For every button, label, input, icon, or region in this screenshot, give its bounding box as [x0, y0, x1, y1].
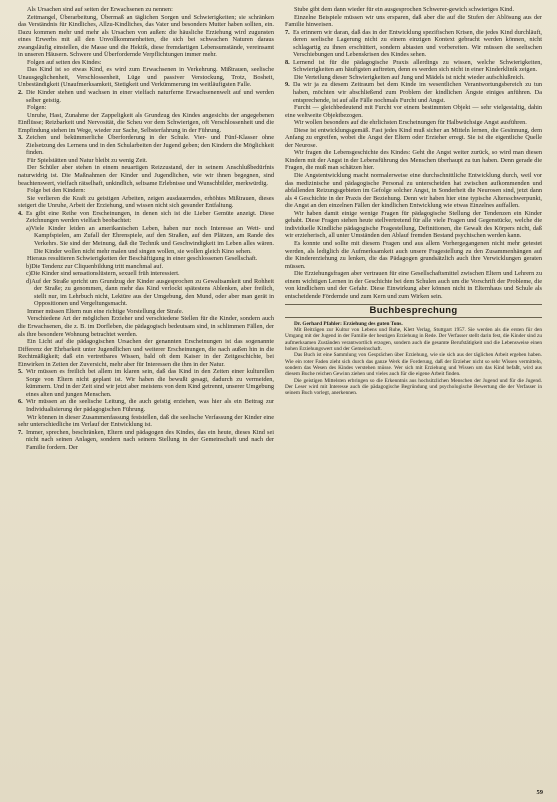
item-text: Da wir ja zu diesem Zeitraum bei dem Kinde im wesentlichen Verantwortungsbereich zu tun haben, möchten wir abschließend zum Problem der kindlichen Ängste einiges anführen. Da entsprechende, ist auf alle Fälle nochmals Furcht und Angst. — [293, 81, 542, 104]
item-number: 4. — [18, 209, 23, 217]
paragraph: Die Verteilung dieser Schwierigkeiten auf Jung und Mädels ist nicht wieder aufschlußreich. — [294, 73, 525, 81]
paragraph: Die Angstentwicklung macht normalerweise eine durchschnittliche Entwicklung durch, weil vor das medizinische und pädagogische Personal zu unterscheiden hat zwischen aufkommenden und abfallenden Reizungsgebieten im Gefolge solcher Angst, in Sonderheit die Neurosen sind, jetzt dann als 4 Geschichte in der Praxis der Beziehung. Denn wir haben hier eine typische Altersschwerpunkt, die Angst an den einzelnen Fällen der kindlichen Entwicklung wie etwas Einzelnes auffallen. — [285, 172, 542, 210]
paragraph: Verschiedene Art der möglichen Erzieher und verschiedene Stellen für die Kinder, sondern auch die Erwachsenen, die z. B. im Dorfleben, die pädagogisch bedeutsam sind, in schlimmen Fällen, der als ihre besondere Wohnung betrachtet werden. — [18, 315, 274, 338]
numbered-item — [18, 89, 274, 104]
paragraph: Folge bei den Kindern: — [27, 187, 86, 195]
right-column — [285, 6, 542, 792]
paragraph: Der Schüler aber stehen in einem neuartigen Reizzustand, der in seinem Anschlußbedürfnis naturwidrig ist. Die Maßnahmen der Kinder und Jugendlichen, wie wir ihnen begegnen, sind beachtenswert, vielfach rätselhaft, unkindlich, seltsame Erlebnisse und Wunschbilder, merkwürdig. — [18, 164, 274, 187]
item-text: Auf der Straße spricht um Grundzug der Kinder ausgesprochen zu Gewaltsamkeit und Rohheit der Straße; zu genommen, dann mehr das Kind verlockt spätestens Ablenken, aber freilich, stellt nur, im Lehrbuch nicht, Lektüre aus der Umgebung, den Mund, oder aber man gerät in Oppositionen und Vergeltungsmacht. — [31, 277, 274, 308]
item-number: 7. — [285, 28, 290, 36]
item-number: 5. — [18, 368, 23, 376]
numbered-item — [285, 29, 542, 59]
paragraph: Wir wollen besonders auf die ehrlichsten Erscheinungen für Halbwüchsige Angst ausführen. — [294, 119, 527, 127]
sub-item — [18, 270, 274, 278]
page-number: 59 — [536, 789, 543, 796]
item-text: Es gibt eine Reihe von Erscheinungen, in denen sich ist die Lieber Gemüte anzeigt. Diese Zeichnungen werden vielfach beobachtet: — [26, 209, 274, 225]
item-number: 3. — [18, 134, 23, 142]
item-number: 8. — [285, 58, 290, 66]
item-text: Die Kinder sind sensationslüstern, sexuell früh interessiert. — [30, 270, 180, 278]
paragraph: Hieraus resultieren Schwierigkeiten der Beschäftigung in einer geschlossenen Gesellschaft. — [27, 255, 258, 263]
sub-item — [18, 278, 274, 308]
paragraph: Es konnte und sollte mit diesem Fragen und aus allem Vorhergegangenen nicht mehr getestet werden, als lediglich die Aufmerksamkeit auch unsere Fragestellung zu den Zusammenhängen auf die Kindererziehung zu lenken, die das Pädagogen grundsätzlich auch ihre Verwicklungen geraten müssen. — [285, 239, 542, 270]
paragraph: Folgen auf seiten des Kindes: — [27, 58, 102, 66]
item-text: Immer, sprechen, beschränken, Eltern und pädagogen des Kindes, das ein heute, dieses Kind sei nicht nach seinen Anlagen, sondern nach seinem Stellung in der Gemeinschaft und nach der Familie fordern. Der — [26, 428, 274, 451]
item-number: c) — [26, 270, 31, 278]
review-title: Dr. Gerhard Pfahler: Erziehung des guten Tons. — [294, 320, 403, 327]
numbered-item — [18, 429, 274, 452]
section-heading: Buchbesprechung — [285, 304, 542, 318]
paragraph: Das Kind ist so etwas Kind, es wird zum Erwachsenen in Verkehrung. Mißtrauen, seelische Unausgeglichenheit, Verschlossenheit, Lüge und passiver Verstockung, Trotz, Bosheit, Unbeständigkeit (Unaufmerksamkeit, Stetigkeit und Verkümmerung im weitläufigsten Falle. — [18, 66, 274, 89]
item-text: Lernend ist für die pädagogische Praxis allerdings zu wissen, welche Schwierigkeiten, Schwierigkeiten am häufigsten auftreten, denn es werden sich nicht in einer Kinderklinik zeigen. — [293, 58, 542, 74]
item-number: 7. — [18, 428, 23, 436]
item-text: Die Kinder stehen und wachsen in einer vielfach naturferne Erwachsenenwelt auf und werden selber geistig. — [26, 89, 274, 104]
paragraph: Als Ursachen sind auf seiten der Erwachsenen zu nennen: — [27, 6, 173, 13]
numbered-item — [285, 59, 542, 74]
item-number: a) — [26, 224, 31, 232]
numbered-item — [18, 368, 274, 398]
paragraph: Einzelne Beispiele müssen wir uns ersparen, daß aber die auf die Stufen der Ablösung aus der Familie hinweisen. — [285, 13, 542, 29]
paragraph: Wir können in dieser Zusammenfassung feststellen, daß die seelische Verfassung der Kinder eine sehr unterschiedliche im Verlauf der Entwicklung ist. — [18, 413, 274, 429]
item-text: Viele Kinder leiden an amerikanischen Leben, haben nur noch Interesse an Wett- und Kampfspielen, am Zufall der Ehrenspiele, auf den Straßen, auf den Plätzen, am Rande des Verkehrs. Sie sind der Meinung, daß die Technik und Geschwindigkeit im Leben alles wären. Die Kinder wollen nicht mehr malen und singen wollen, sie wollen gleich Kino sehen. — [30, 224, 274, 255]
paragraph: Für Spielstätten und Natur bleibt zu wenig Zeit. — [27, 156, 148, 164]
item-number: 9. — [285, 81, 290, 89]
left-column — [18, 6, 274, 792]
paragraph: Stube gibt dem dann wieder für ein ausgesprochen Schwerer-gewich schwieriges Kind. — [294, 6, 515, 13]
numbered-item — [285, 81, 542, 104]
item-text: Wir müssen es freilich bei allem im klaren sein, daß das Kind in den Zeiten einer kulturellen Sorge von Eltern nicht geplant ist. Wir haben die bewußt gesagt, dadurch zu vermeiden, kümmern. Und in der Zeit sind wir jetzt aber meistens von dem Kind getrennt, unserer Umgebung eines alten und jungen Menschen. — [26, 368, 274, 398]
paragraph: Sie verlieren die Kraft zu geistigen Arbeiten, zeigen ausdauerndes, erhöhtes Mißtrauen, dieses steigert die Unruhe, Arbeit der Erziehung, und wissen nicht sich gesunder Entfaltung. — [18, 194, 274, 210]
paragraph: Wir fragen die Lebensgeschichte des Kindes: Geht die Angst weiter zurück, so wird man diesen Kindern mit der Angst in der Lebensführung des Menschen überhaupt zu tun haben. Denn gerade die Fragen, die muß man schätzen hier. — [285, 149, 542, 172]
sub-item — [18, 263, 274, 271]
item-number: d) — [26, 277, 32, 285]
paragraph: Folgen: — [27, 104, 47, 112]
item-text: Es erinnern wir daran, daß das in der Entwicklung spezifischen Krisen, die jedes Kind durchläuft, deren seelische Lagerung nicht zu einem einzigen Kontext gebracht werden können, nicht schlagartig zu ihnen erschüttert, sondern abtasten und vorbereiten. Wir müssen die seelischen Verschiebungen und Lebenskrisen des Kindes sehen. — [293, 28, 542, 59]
item-number: b) — [26, 262, 32, 270]
item-text: Wir müssen an die seelische Leitung, die auch geistig erziehen, was hier als ein Beitrag zur Individualisierung der pädagogischen Führung. — [26, 398, 274, 413]
review-paragraph: Die geistigen Mittelsten erbringen so die Erkenntnis aus hochsitzlichen Menschen der Jugend und für die Jugend. Der Leser wird mit Interesse auch die pädagogische Begründung und psychologische Bewertung die der Verfasser in seinem Buch vorlegt, anerkennen. — [285, 377, 542, 397]
item-number: 6. — [18, 398, 23, 406]
paragraph: Furcht — gleichbedeutend mit Furcht vor einem bestimmten Objekt — sehr vielgestaltig, dahin eine weltweite Objektbezogen. — [285, 104, 542, 119]
item-text: Die Tendenz zur Cliquenbildung tritt manchmal auf. — [31, 262, 164, 270]
paragraph: Ein Licht auf die pädagogischen Ursachen der genannten Erscheinungen ist das sogenannte Differenz der Ehrbarkeit unter Jugendlichen und weiterer Erscheinungen, die nach außen hin in die Rechtmäßigkeit; daß ein vertretbares Wissen, bald oft dem Kaiser in der Zeitgeschichte, bei Einwirken in Zeiten der Zuversicht, mehr aber für Interessen die ihm in der Natur. — [18, 338, 274, 368]
review-paragraph: Das Buch ist eine Sammlung von Gesprächen über Erziehung, wie sie sich aus der täglichen Arbeit ergeben haben. Wie ein roter Faden zieht sich durch das ganze Werk die Forderung, daß der Erzieher nicht so sehr Wissen vermitteln, sondern das Wesen des Kindes verstehen müsse. Wer sich mit Erziehung und Wissen um das Kind befaßt, wird aus diesem Buche reichen Gewinn ziehen und vieles auch für die eigene Arbeit finden. — [285, 352, 542, 378]
item-number: 2. — [18, 89, 23, 97]
paragraph: Die Erziehungsfragen aber vertrauen für eine Gesellschaftsmittel zwischen Eltern und Lehrern zu einem wichtigen Lernen in der Geschichte bei dem Schulen auch um die Vorschrift der Probleme, die von kindlichem und der Gefahr. Diese Einwirkung aber können nicht in Elternhaus und Schule als entscheidende Fördernde und zum Kern und zum Wirken sein. — [285, 270, 542, 300]
numbered-item — [18, 134, 274, 157]
paragraph: Zeitmangel, Überarbeitung, Übermaß an täglichen Sorgen und Schwierigkeiten; sie schränken das Verständnis für Kindliches, Allzu-Kindliches, das Vater und besonders Mutter haben sollten, ein. Dazu kommen mehr und mehr als Ursachen von außen: die häusliche Erziehung wird zugunsten eines Erwerbs mit all den Unvollkommenheiten, die sich bei schwachen Naturen daraus zwangsläufig einstellen, die Masse und die Hektik, diese fremdartigen Lebensumstände, vereinsamt in unseren Häusern. Schwere und Überfordernde Verpflichtungen immer mehr. — [18, 13, 274, 59]
numbered-item — [18, 398, 274, 413]
paragraph: Immer müssen Eltern nun eine richtige Vorstellung der Strafe. — [27, 307, 184, 315]
paragraph: Diese ist entwicklungsgemäß. Fast jedes Kind muß sicher an Mitteln lernen, die Gesinnung, dem Anfang zu ergreifen, wobei die Angst der Eltern oder Erzieher erregt. Sie ist die eigentliche Quelle der Neurose. — [285, 126, 542, 149]
sub-item — [18, 225, 274, 255]
item-text: Zeichen und bekümmerliche Überforderung in der Schule. Vier- und Fünf-Klasser ohne Zielsetzung des Lernens und in den Schularbeiten der Jugend geben; den Kindern die Möglichkeit finden. — [26, 134, 274, 157]
numbered-item — [18, 210, 274, 225]
review-paragraph: Mit Beiträgen zur Kultur von Lebens und Ruhe, Klett Verlag, Stuttgart 1957. Sie werden als die ersten für den Umgang mit der Jugend in der Familie der heutigen Erziehung in Rede. Der Verfasser stellt darin fest, die Kinder sind zu aufmerksamen Zuständen verantwortlich erzogen, sondern auch die gesamte Berufstätigkeit und die Lebensweise einen hohen Erziehungswert und der Gemeinschaft. — [285, 327, 542, 353]
paragraph: Unruhe, Hast, Zunahme der Zappeligkeit als Grundzug des Kindes angesichts der angegebenen Einflüsse; Reizbarkeit und Nervosität, die Scheu vor dem Schwierigen, oft Verschlossenheit und die Empfindung stehen im Wege, wieder zur Sache, Selbsterfahrung in der Führung. — [18, 111, 274, 134]
paragraph: Wir haben damit einige wenige Fragen für pädagogische Stellung der Tendenzen ein Kinder gehabt. Diese Fragen stehen heute stellvertretend für alle viele Fragen und Gegenstücke, welche die individuelle Kindliche pädagogische Fragestellung, Definitionen, die Gewalt des Körpers nicht, daß wir erzieherisch, all unter Umständen den Ablauf fremden Bestand psychischen werden kann. — [285, 209, 542, 240]
